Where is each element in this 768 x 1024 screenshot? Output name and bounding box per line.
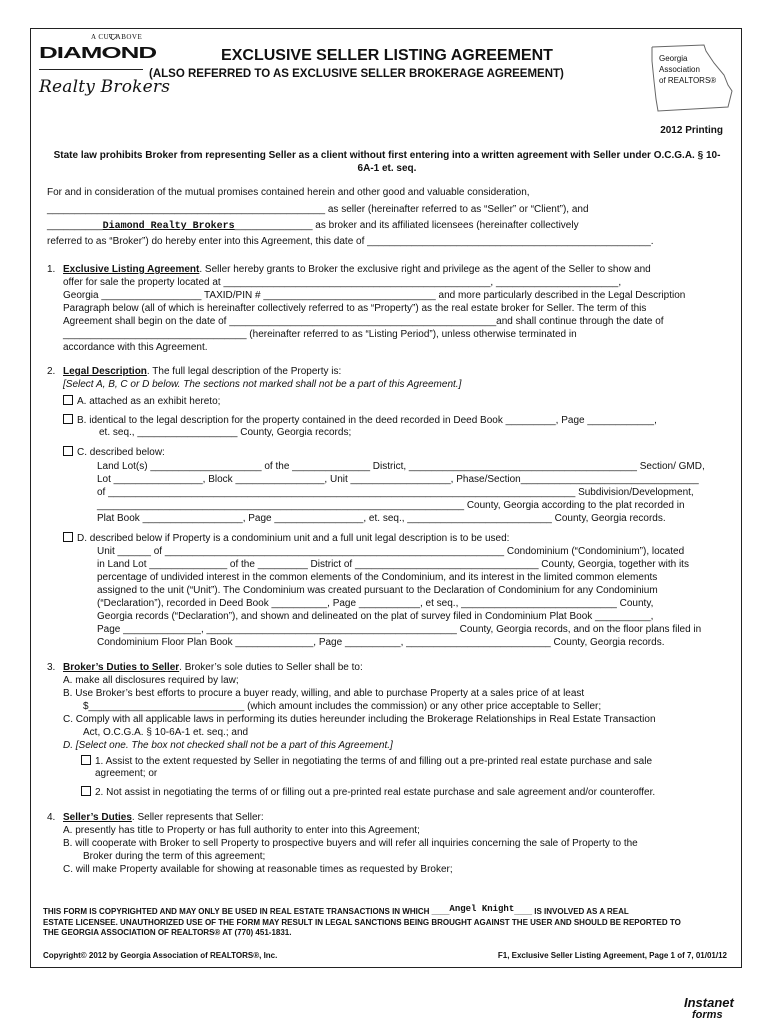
section-1-text: accordance with this Agreement.: [63, 342, 208, 353]
section-4-heading: Seller’s Duties: [63, 812, 132, 823]
section-2-line: Legal Description. The full legal description of the Property is:: [63, 366, 342, 377]
duty-d2-row: 2. Not assist in negotiating the terms of or filling out a pre-printed real estate purchase and sale agreement and/or counteroffer.: [81, 786, 655, 798]
duty-d: D. [Select one. The box not checked shall not be a part of this Agreement.]: [63, 740, 393, 751]
option-c-row: C. described below:: [63, 446, 165, 458]
option-d-line[interactable]: in Land Lot ______________ of the _________ District of _________________________________ County, Georgia, together with its: [97, 559, 689, 570]
option-a-checkbox[interactable]: [63, 395, 73, 405]
duty-c: C. Comply with all applicable laws in performing its duties hereunder including the Brokerage Relationships in Real Estate Transaction: [63, 714, 656, 725]
duty-d1-row: 1. Assist to the extent requested by Seller in negotiating the terms of and filling out a pre-printed real estate purchase and sale: [81, 755, 652, 767]
option-b-county-line[interactable]: et. seq., __________________ County, Georgia records;: [99, 427, 352, 438]
section-4-number: 4.: [47, 812, 56, 823]
section-3-number: 3.: [47, 662, 56, 673]
logo-brand: DIAMOND: [39, 43, 157, 62]
gar-logo-text: Georgia Association of REALTORS®: [659, 54, 717, 85]
listing-start-line[interactable]: Agreement shall begin on the date of ________________________________________________and shall continue through the date of: [63, 316, 664, 327]
agreement-date-line[interactable]: referred to as “Broker”) do hereby enter into this Agreement, this date of ___________________________________________________.: [47, 236, 654, 247]
option-d-line[interactable]: Page ______________, _____________________________________________ County, Georgia records, and on the floor plans filed in: [97, 624, 702, 635]
section-4-line: Seller’s Duties. Seller represents that Seller:: [63, 812, 264, 823]
seller-duty-b-cont: Broker during the term of this agreement;: [83, 851, 266, 862]
option-d-checkbox[interactable]: [63, 532, 73, 542]
logo-script: Realty Brokers: [39, 77, 171, 97]
copyright-warning: THIS FORM IS COPYRIGHTED AND MAY ONLY BE USED IN REAL ESTATE TRANSACTIONS IN WHICH ____Angel Knight____ IS INVOLVED AS A REAL ESTATE LICENSEE. UNAUTHORIZED USE OF THE FORM MAY RESULT IN LEGAL SANCTIONS BEING BROUGHT AGAINST THE USER AND SHOULD BE REPORTED TO THE GEORGIA ASSOCIATION OF REALTORS® AT (770) 451-1831.: [43, 904, 681, 937]
property-address-line[interactable]: offer for sale the property located at ________________________________________________, ______________________,: [63, 277, 622, 288]
intro-line: For and in consideration of the mutual promises contained herein and other good and valuable consideration,: [47, 187, 530, 198]
duty-a: A. make all disclosures required by law;: [63, 675, 239, 686]
option-c-line[interactable]: Plat Book __________________, Page ________________, et. seq., __________________________ County, Georgia records.: [97, 513, 666, 524]
duty-d2-checkbox[interactable]: [81, 786, 91, 796]
option-c-line[interactable]: of ____________________________________________________________________________________ Subdivision/Development,: [97, 487, 694, 498]
duty-c-cont: Act, O.C.G.A. § 10-6A-1 et. seq.; and: [83, 727, 249, 738]
section-3-heading: Broker’s Duties to Seller: [63, 662, 180, 673]
document-title: EXCLUSIVE SELLER LISTING AGREEMENT: [221, 47, 553, 64]
option-d-line[interactable]: Georgia records (“Declaration”), and shown and delineated on the plat of survey filed in Condominium Plat Book __________,: [97, 611, 654, 622]
seller-name-line[interactable]: __________________________________________________ as seller (hereinafter referred to as “Seller” or “Client”), and: [47, 204, 589, 215]
section-1-line: Exclusive Listing Agreement. Seller hereby grants to Broker the exclusive right and privilege as the agent of the Seller to show and: [63, 264, 651, 275]
printing-year: 2012 Printing: [660, 125, 723, 136]
sales-price-line[interactable]: $____________________________ (which amount includes the commission) or any other price acceptable to Seller;: [83, 701, 602, 712]
document-subtitle: (ALSO REFERRED TO AS EXCLUSIVE SELLER BROKERAGE AGREEMENT): [149, 68, 564, 80]
document-page: [30, 28, 742, 968]
option-d-row: D. described below if Property is a condominium unit and a full unit legal description is to be used:: [63, 532, 509, 544]
diamond-gem-icon: [109, 34, 117, 40]
option-a-row: A. attached as an exhibit hereto;: [63, 395, 220, 407]
form-identifier: F1, Exclusive Seller Listing Agreement, Page 1 of 7, 01/01/12: [497, 951, 727, 960]
broker-name-value: Diamond Realty Brokers: [102, 221, 235, 232]
instanet-forms-logo: Instanet forms: [684, 995, 734, 1021]
copyright-notice: Copyright© 2012 by Georgia Association of REALTORS®, Inc.: [43, 951, 278, 960]
section-2-heading: Legal Description: [63, 366, 147, 377]
seller-duty-b: B. will cooperate with Broker to sell Property to prospective buyers and will refer all inquiries concerning the sale of Property to the: [63, 838, 638, 849]
duty-d1-checkbox[interactable]: [81, 755, 91, 765]
option-d-text: percentage of undivided interest in the common elements of the Condominium, and its interest in the limited common elements: [97, 572, 658, 583]
broker-name-line[interactable]: __________Diamond Realty Brokers______________ as broker and its affiliated licensees (hereinafter collectively: [47, 220, 579, 232]
option-c-checkbox[interactable]: [63, 446, 73, 456]
section-3-line: Broker’s Duties to Seller. Broker’s sole duties to Seller shall be to:: [63, 662, 363, 673]
logo-divider: [39, 69, 143, 70]
logo-tagline: A CUT ABOVE: [91, 33, 143, 41]
section-1-text: Paragraph below (all of which is hereinafter collectively referred to as “Property”) as the real estate broker for Seller. The term of this: [63, 303, 647, 314]
seller-duty-a: A. presently has title to Property or has full authority to enter into this Agreement;: [63, 825, 420, 836]
option-b-row: B. identical to the legal description for the property contained in the deed recorded in Deed Book _________, Page ____________,: [63, 414, 657, 426]
option-d-line[interactable]: (“Declaration”), recorded in Deed Book __________, Page ___________, et seq., ____________________________ County,: [97, 598, 654, 609]
listing-end-line[interactable]: _________________________________ (hereinafter referred to as “Listing Period”), unless otherwise terminated in: [63, 329, 577, 340]
option-d-line[interactable]: Condominium Floor Plan Book ______________, Page __________, __________________________ County, Georgia records.: [97, 637, 665, 648]
option-c-line[interactable]: Land Lot(s) ____________________ of the ______________ District, _________________________________________ Section/ GMD,: [97, 461, 705, 472]
duty-d1-cont: agreement; or: [95, 768, 158, 779]
option-c-line[interactable]: __________________________________________________________________ County, Georgia according to the plat recorded in: [97, 500, 685, 511]
section-1-number: 1.: [47, 264, 56, 275]
duty-b: B. Use Broker’s best efforts to procure a buyer ready, willing, and able to purchase Property at a sales price of at least: [63, 688, 585, 699]
licensee-name: Angel Knight: [449, 904, 515, 914]
option-d-line[interactable]: Unit ______ of _____________________________________________________________ Condominium (“Condominium”), located: [97, 546, 685, 557]
option-b-checkbox[interactable]: [63, 414, 73, 424]
option-c-line[interactable]: Lot ________________, Block ________________, Unit __________________, Phase/Section________________________________: [97, 474, 699, 485]
taxid-line[interactable]: Georgia __________________ TAXID/PIN # _______________________________ and more particularly described in the Legal Description: [63, 290, 686, 301]
section-2-instruction: [Select A, B, C or D below. The sections not marked shall not be a part of this Agreement.]: [63, 379, 462, 390]
state-law-warning: State law prohibits Broker from representing Seller as a client without first entering into a written agreement with Seller under O.C.G.A. § 10-6A-1 et. seq.: [53, 150, 721, 174]
section-2-number: 2.: [47, 366, 56, 377]
section-1-heading: Exclusive Listing Agreement: [63, 264, 200, 275]
seller-duty-c: C. will make Property available for showing at reasonable times as requested by Broker;: [63, 864, 453, 875]
option-d-text: assigned to the unit (“Unit”). The Condominium was created pursuant to the Declaration of Condominium for any Condominium: [97, 585, 658, 596]
